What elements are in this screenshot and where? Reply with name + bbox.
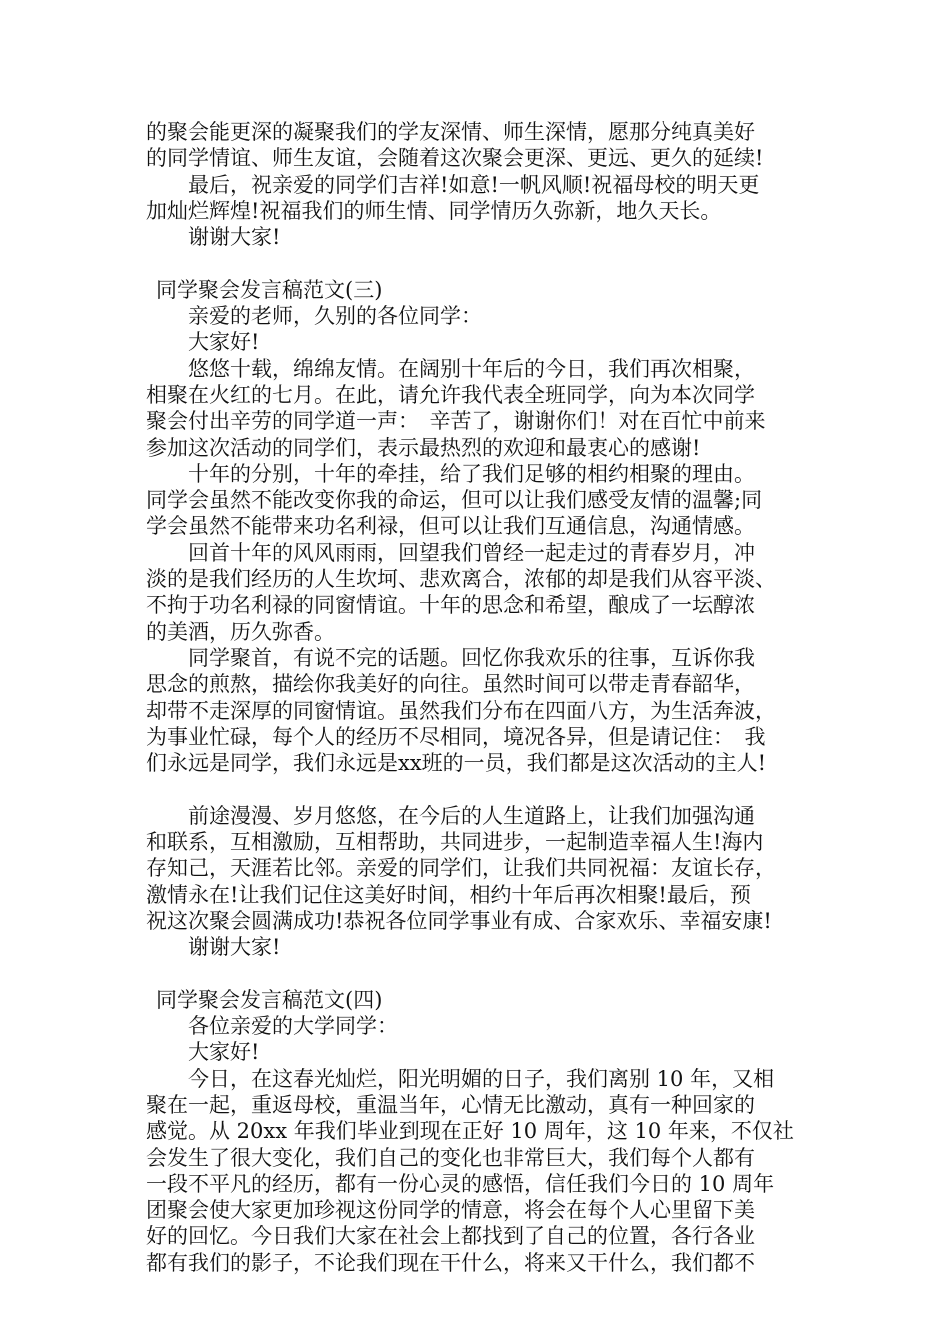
body-text-line: 为事业忙碌，每个人的经历不尽相同，境况各异，但是请记住： 我: [146, 724, 766, 749]
body-text-line: 思念的煎熬，描绘你我美好的向往。虽然时间可以带走青春韶华，: [146, 672, 755, 697]
body-text-line: 却带不走深厚的同窗情谊。虽然我们分布在四面八方，为生活奔波，: [146, 698, 776, 723]
body-text-line: 最后，祝亲爱的同学们吉祥!如意!一帆风顺!祝福母校的明天更: [188, 172, 760, 197]
body-text-line: 十年的分别，十年的牵挂，给了我们足够的相约相聚的理由。: [188, 461, 755, 486]
body-text-line: 的聚会能更深的凝聚我们的学友深情、师生深情，愿那分纯真美好: [146, 120, 755, 144]
body-text-line: 同学会虽然不能改变你我的命运，但可以让我们感受友情的温馨;同: [146, 488, 763, 513]
body-text-line: 都有我们的影子，不论我们现在干什么，将来又干什么，我们都不: [146, 1250, 755, 1275]
salutation: 各位亲爱的大学同学：: [188, 1014, 398, 1039]
greeting: 大家好!: [188, 330, 260, 355]
body-text-line: 学会虽然不能带来功名利禄，但可以让我们互通信息，沟通情感。: [146, 514, 755, 539]
thanks-line: 谢谢大家!: [188, 935, 281, 960]
body-text-line: 淡的是我们经历的人生坎坷、悲欢离合，浓郁的却是我们从容平淡、: [146, 567, 776, 592]
salutation: 亲爱的老师，久别的各位同学：: [188, 304, 482, 329]
body-text-line: 感觉。从 20xx 年我们毕业到现在正好 10 周年，这 10 年来，不仅社: [146, 1119, 794, 1144]
body-text-line: 们永远是同学，我们永远是xx班的一员，我们都是这次活动的主人!: [146, 751, 767, 776]
body-text-line: 的美酒，历久弥香。: [146, 619, 335, 644]
thanks-line: 谢谢大家!: [188, 225, 281, 250]
blank-line: [146, 961, 822, 987]
body-text-line: 相聚在火红的七月。在此，请允许我代表全班同学，向为本次同学: [146, 382, 755, 407]
section-title: 同学聚会发言稿范文(三): [156, 277, 383, 302]
body-text-line: 激情永在!让我们记住这美好时间，相约十年后再次相聚!最后，预: [146, 882, 751, 907]
body-text-line: 不拘于功名利禄的同窗情谊。十年的思念和希望，酿成了一坛醇浓: [146, 593, 755, 618]
body-text-line: 参加这次活动的同学们，表示最热烈的欢迎和最衷心的感谢!: [146, 435, 701, 460]
section-title: 同学聚会发言稿范文(四): [156, 987, 383, 1012]
body-text-line: 团聚会使大家更加珍视这份同学的情意，将会在每个人心里留下美: [146, 1198, 755, 1223]
blank-line: [146, 250, 822, 276]
body-text-line: 一段不平凡的经历，都有一份心灵的感悟，信任我们今日的 10 周年: [146, 1171, 775, 1196]
body-text-line: 前途漫漫、岁月悠悠，在今后的人生道路上，让我们加强沟通: [188, 803, 755, 828]
body-text-line: 悠悠十载，绵绵友情。在阔别十年后的今日，我们再次相聚，: [188, 356, 755, 381]
body-text-line: 回首十年的风风雨雨，回望我们曾经一起走过的青春岁月，冲: [188, 540, 755, 565]
body-text-line: 好的回忆。今日我们大家在社会上都找到了自己的位置，各行各业: [146, 1224, 755, 1249]
body-text-line: 加灿烂辉煌!祝福我们的师生情、同学情历久弥新，地久天长。: [146, 198, 722, 223]
body-text-line: 聚会付出辛劳的同学道一声： 辛苦了，谢谢你们！对在百忙中前来: [146, 409, 766, 434]
greeting: 大家好!: [188, 1040, 260, 1065]
body-text-line: 和联系，互相激励，互相帮助，共同进步，一起制造幸福人生!海内: [146, 830, 764, 855]
body-text-line: 存知己，天涯若比邻。亲爱的同学们，让我们共同祝福：友谊长存，: [146, 856, 776, 881]
body-text-line: 今日，在这春光灿烂，阳光明媚的日子，我们离别 10 年，又相: [188, 1066, 775, 1091]
document-page: [146, 119, 822, 1276]
body-text-line: 聚在一起，重返母校，重温当年，心情无比激动，真有一种回家的: [146, 1092, 755, 1117]
body-text-line: 的同学情谊、师生友谊，会随着这次聚会更深、更远、更久的延续!: [146, 146, 764, 171]
blank-line: [146, 776, 822, 802]
body-text-line: 祝这次聚会圆满成功!恭祝各位同学事业有成、合家欢乐、幸福安康!: [146, 908, 772, 933]
body-text-line: 会发生了很大变化，我们自己的变化也非常巨大，我们每个人都有: [146, 1145, 755, 1170]
body-text-line: 同学聚首，有说不完的话题。回忆你我欢乐的往事，互诉你我: [188, 645, 755, 670]
